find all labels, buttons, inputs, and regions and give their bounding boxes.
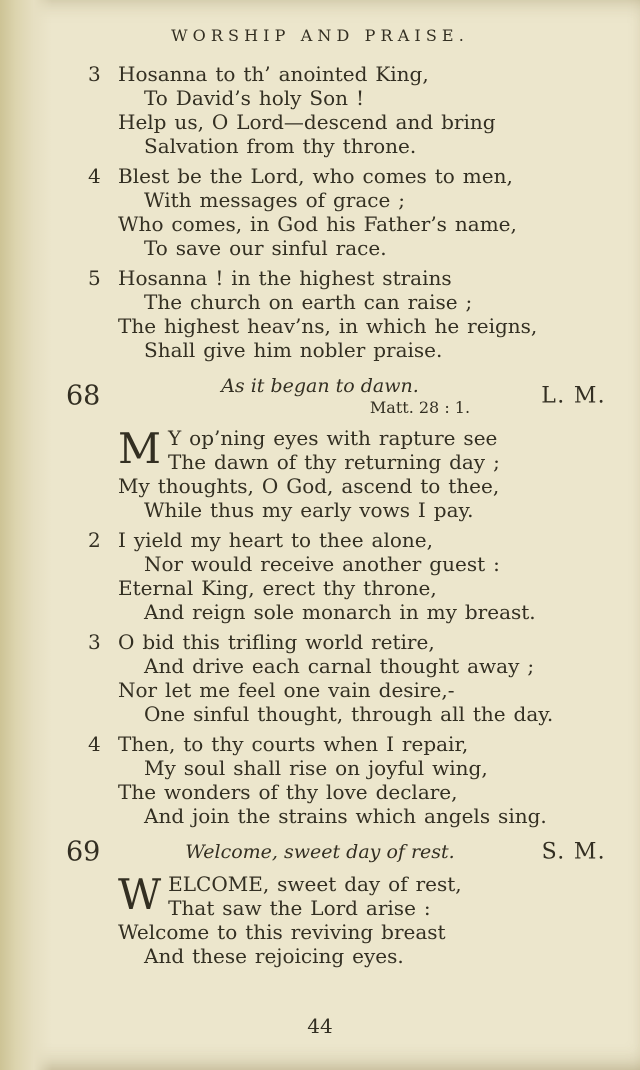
hymn-meter: S. M. — [541, 839, 606, 865]
hymn-sections — [66, 374, 620, 968]
stanza — [88, 630, 620, 726]
drop-cap-initial: W — [118, 870, 162, 919]
hymn-header — [0, 836, 640, 868]
verse-line: 4 Then, to thy courts when I repair, — [88, 732, 469, 756]
running-header: WORSHIP AND PRAISE. — [171, 26, 469, 45]
verse-line: With messages of grace ; — [144, 188, 406, 212]
verse-line: Y op’ning eyes with rapture see — [168, 426, 498, 450]
verse-line: The highest heav’ns, in which he reigns, — [118, 314, 538, 338]
page-gutter-shadow — [0, 0, 52, 1070]
stanza — [88, 528, 620, 624]
page-content — [66, 62, 620, 974]
verse-line: The dawn of thy returning day ; — [168, 450, 500, 474]
verse-line: The church on earth can raise ; — [144, 290, 473, 314]
verse-line: And reign sole monarch in my breast. — [144, 600, 536, 624]
verse-line: While thus my early vows I pay. — [144, 498, 474, 522]
hymn-title: Welcome, sweet day of rest. — [185, 841, 455, 863]
verse-line: To save our sinful race. — [144, 236, 387, 260]
stanza-number: 4 — [88, 732, 101, 756]
hymn-section — [66, 836, 620, 968]
verse-line: 4 Blest be the Lord, who comes to men, — [88, 164, 513, 188]
verse-line: 3 O bid this trifling world retire, — [88, 630, 435, 654]
stanza-number: 4 — [88, 164, 101, 188]
verse-line: My soul shall rise on joyful wing, — [144, 756, 488, 780]
verse-line: Salvation from thy throne. — [144, 134, 417, 158]
hymn-number: 68 — [66, 380, 101, 412]
verse-line: Who comes, in God his Father’s name, — [118, 212, 517, 236]
hymn-header — [0, 374, 640, 418]
stanza — [118, 872, 620, 968]
stanza — [88, 164, 620, 260]
page-number: 44 — [307, 1014, 333, 1038]
verse-line: Nor would receive another guest : — [144, 552, 500, 576]
verse-line: 5 Hosanna ! in the highest strains — [88, 266, 452, 290]
verse-line: Nor let me feel one vain desire,- — [118, 678, 455, 702]
stanza-number: 3 — [88, 630, 101, 654]
verse-line: To David’s holy Son ! — [144, 86, 365, 110]
hymn-scripture-reference: Matt. 28 : 1. — [369, 398, 471, 417]
verse-line: 3 Hosanna to th’ anointed King, — [88, 62, 429, 86]
verse-line: Welcome to this reviving breast — [118, 920, 446, 944]
stanza — [118, 426, 620, 522]
verse-line: Help us, O Lord—descend and bring — [118, 110, 496, 134]
hymn-number: 69 — [66, 836, 101, 868]
verse-line: 2 I yield my heart to thee alone, — [88, 528, 433, 552]
hymn-title: As it began to dawn. — [221, 375, 419, 397]
verse-line: The wonders of thy love declare, — [118, 780, 458, 804]
stanza — [88, 266, 620, 362]
stanza-number: 3 — [88, 62, 101, 86]
verse-line: And drive each carnal thought away ; — [144, 654, 535, 678]
verse-line: Eternal King, erect thy throne, — [118, 576, 437, 600]
verse-line: That saw the Lord arise : — [168, 896, 431, 920]
verse-line: ELCOME, sweet day of rest, — [168, 872, 462, 896]
verse-line: Shall give him nobler praise. — [144, 338, 443, 362]
continued-hymn-stanzas — [88, 62, 620, 362]
stanza — [88, 732, 620, 828]
drop-cap-initial: M — [118, 424, 162, 473]
hymn-meter: L. M. — [541, 383, 606, 409]
hymn-section — [66, 374, 620, 828]
stanza-number: 5 — [88, 266, 101, 290]
verse-line: And these rejoicing eyes. — [144, 944, 404, 968]
verse-line: And join the strains which angels sing. — [144, 804, 547, 828]
verse-line: One sinful thought, through all the day. — [144, 702, 554, 726]
verse-line: My thoughts, O God, ascend to thee, — [118, 474, 500, 498]
stanza — [88, 62, 620, 158]
stanza-number: 2 — [88, 528, 101, 552]
